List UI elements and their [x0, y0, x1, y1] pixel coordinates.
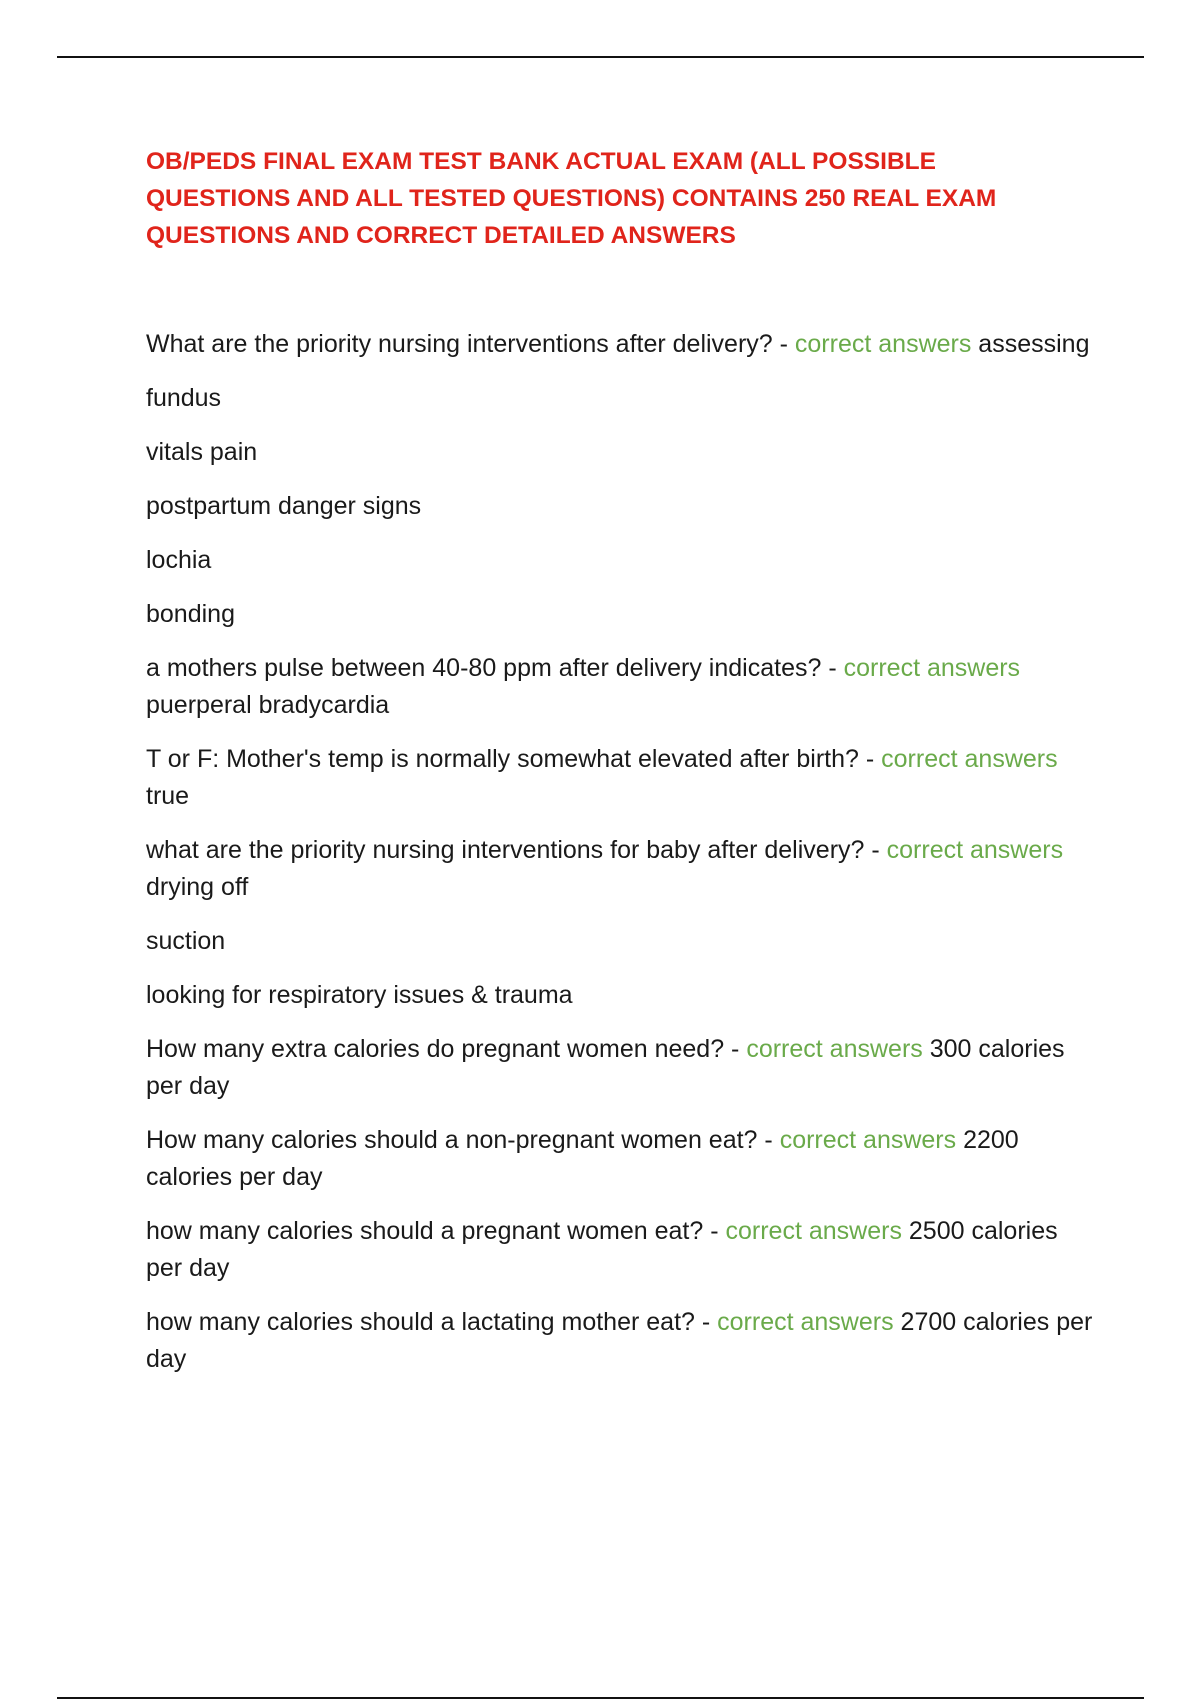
answer-line: bonding [146, 600, 235, 628]
answer-line: lochia [146, 546, 212, 574]
qa-item [146, 650, 1096, 724]
question-text: T or F: Mother's temp is normally somewhat elevated after birth? - [146, 745, 882, 773]
qa-item [146, 326, 1096, 363]
qa-item [146, 741, 1096, 815]
answer-text: assessing [971, 330, 1090, 358]
answer-marker: correct answers [717, 1308, 894, 1336]
answer-marker: correct answers [746, 1035, 923, 1063]
answer-text: 300 calories per day [146, 1035, 1065, 1100]
question-text: what are the priority nursing interventions for baby after delivery? - [146, 836, 887, 864]
question-text: How many extra calories do pregnant women need? - [146, 1035, 747, 1063]
qa-item [146, 1031, 1096, 1105]
question-text: How many calories should a non-pregnant women eat? - [146, 1126, 780, 1154]
question-text: how many calories should a lactating mother eat? - [146, 1308, 718, 1336]
answer-marker: correct answers [886, 836, 1064, 864]
answer-line: postpartum danger signs [146, 492, 422, 520]
document-title: OB/PEDS FINAL EXAM TEST BANK ACTUAL EXAM (ALL POSSIBLE QUESTIONS AND ALL TESTED QUESTIONS) CONTAINS 250 REAL EXAM QUESTIONS AND CORRECT DETAILED ANSWERS [146, 148, 997, 249]
answer-marker: correct answers [725, 1217, 902, 1245]
answer-text: 2700 calories per day [146, 1308, 1093, 1373]
question-text: how many calories should a pregnant women eat? - [146, 1217, 726, 1245]
question-text: What are the priority nursing interventions after delivery? - [146, 330, 795, 358]
answer-line: vitals pain [146, 438, 258, 466]
answer-text: puerperal bradycardia [146, 691, 390, 719]
top-rule [57, 56, 1144, 58]
qa-item [146, 1304, 1096, 1378]
document-body [146, 326, 1096, 1395]
answer-text: true [146, 782, 190, 810]
answer-marker: correct answers [843, 654, 1021, 682]
answer-text: 2500 calories per day [146, 1217, 1058, 1282]
qa-item [146, 832, 1096, 906]
bottom-rule [57, 1697, 1144, 1699]
answer-marker: correct answers [779, 1126, 957, 1154]
answer-marker: correct answers [794, 330, 972, 358]
answer-text: 2200 calories per day [146, 1126, 1019, 1191]
answer-marker: correct answers [881, 745, 1058, 773]
answer-text: drying off [146, 873, 249, 901]
question-text: a mothers pulse between 40-80 ppm after delivery indicates? - [146, 654, 844, 682]
answer-line: fundus [146, 384, 222, 412]
answer-line: looking for respiratory issues & trauma [146, 981, 573, 1009]
qa-item [146, 1122, 1096, 1196]
answer-line: suction [146, 927, 226, 955]
qa-item [146, 1213, 1096, 1287]
